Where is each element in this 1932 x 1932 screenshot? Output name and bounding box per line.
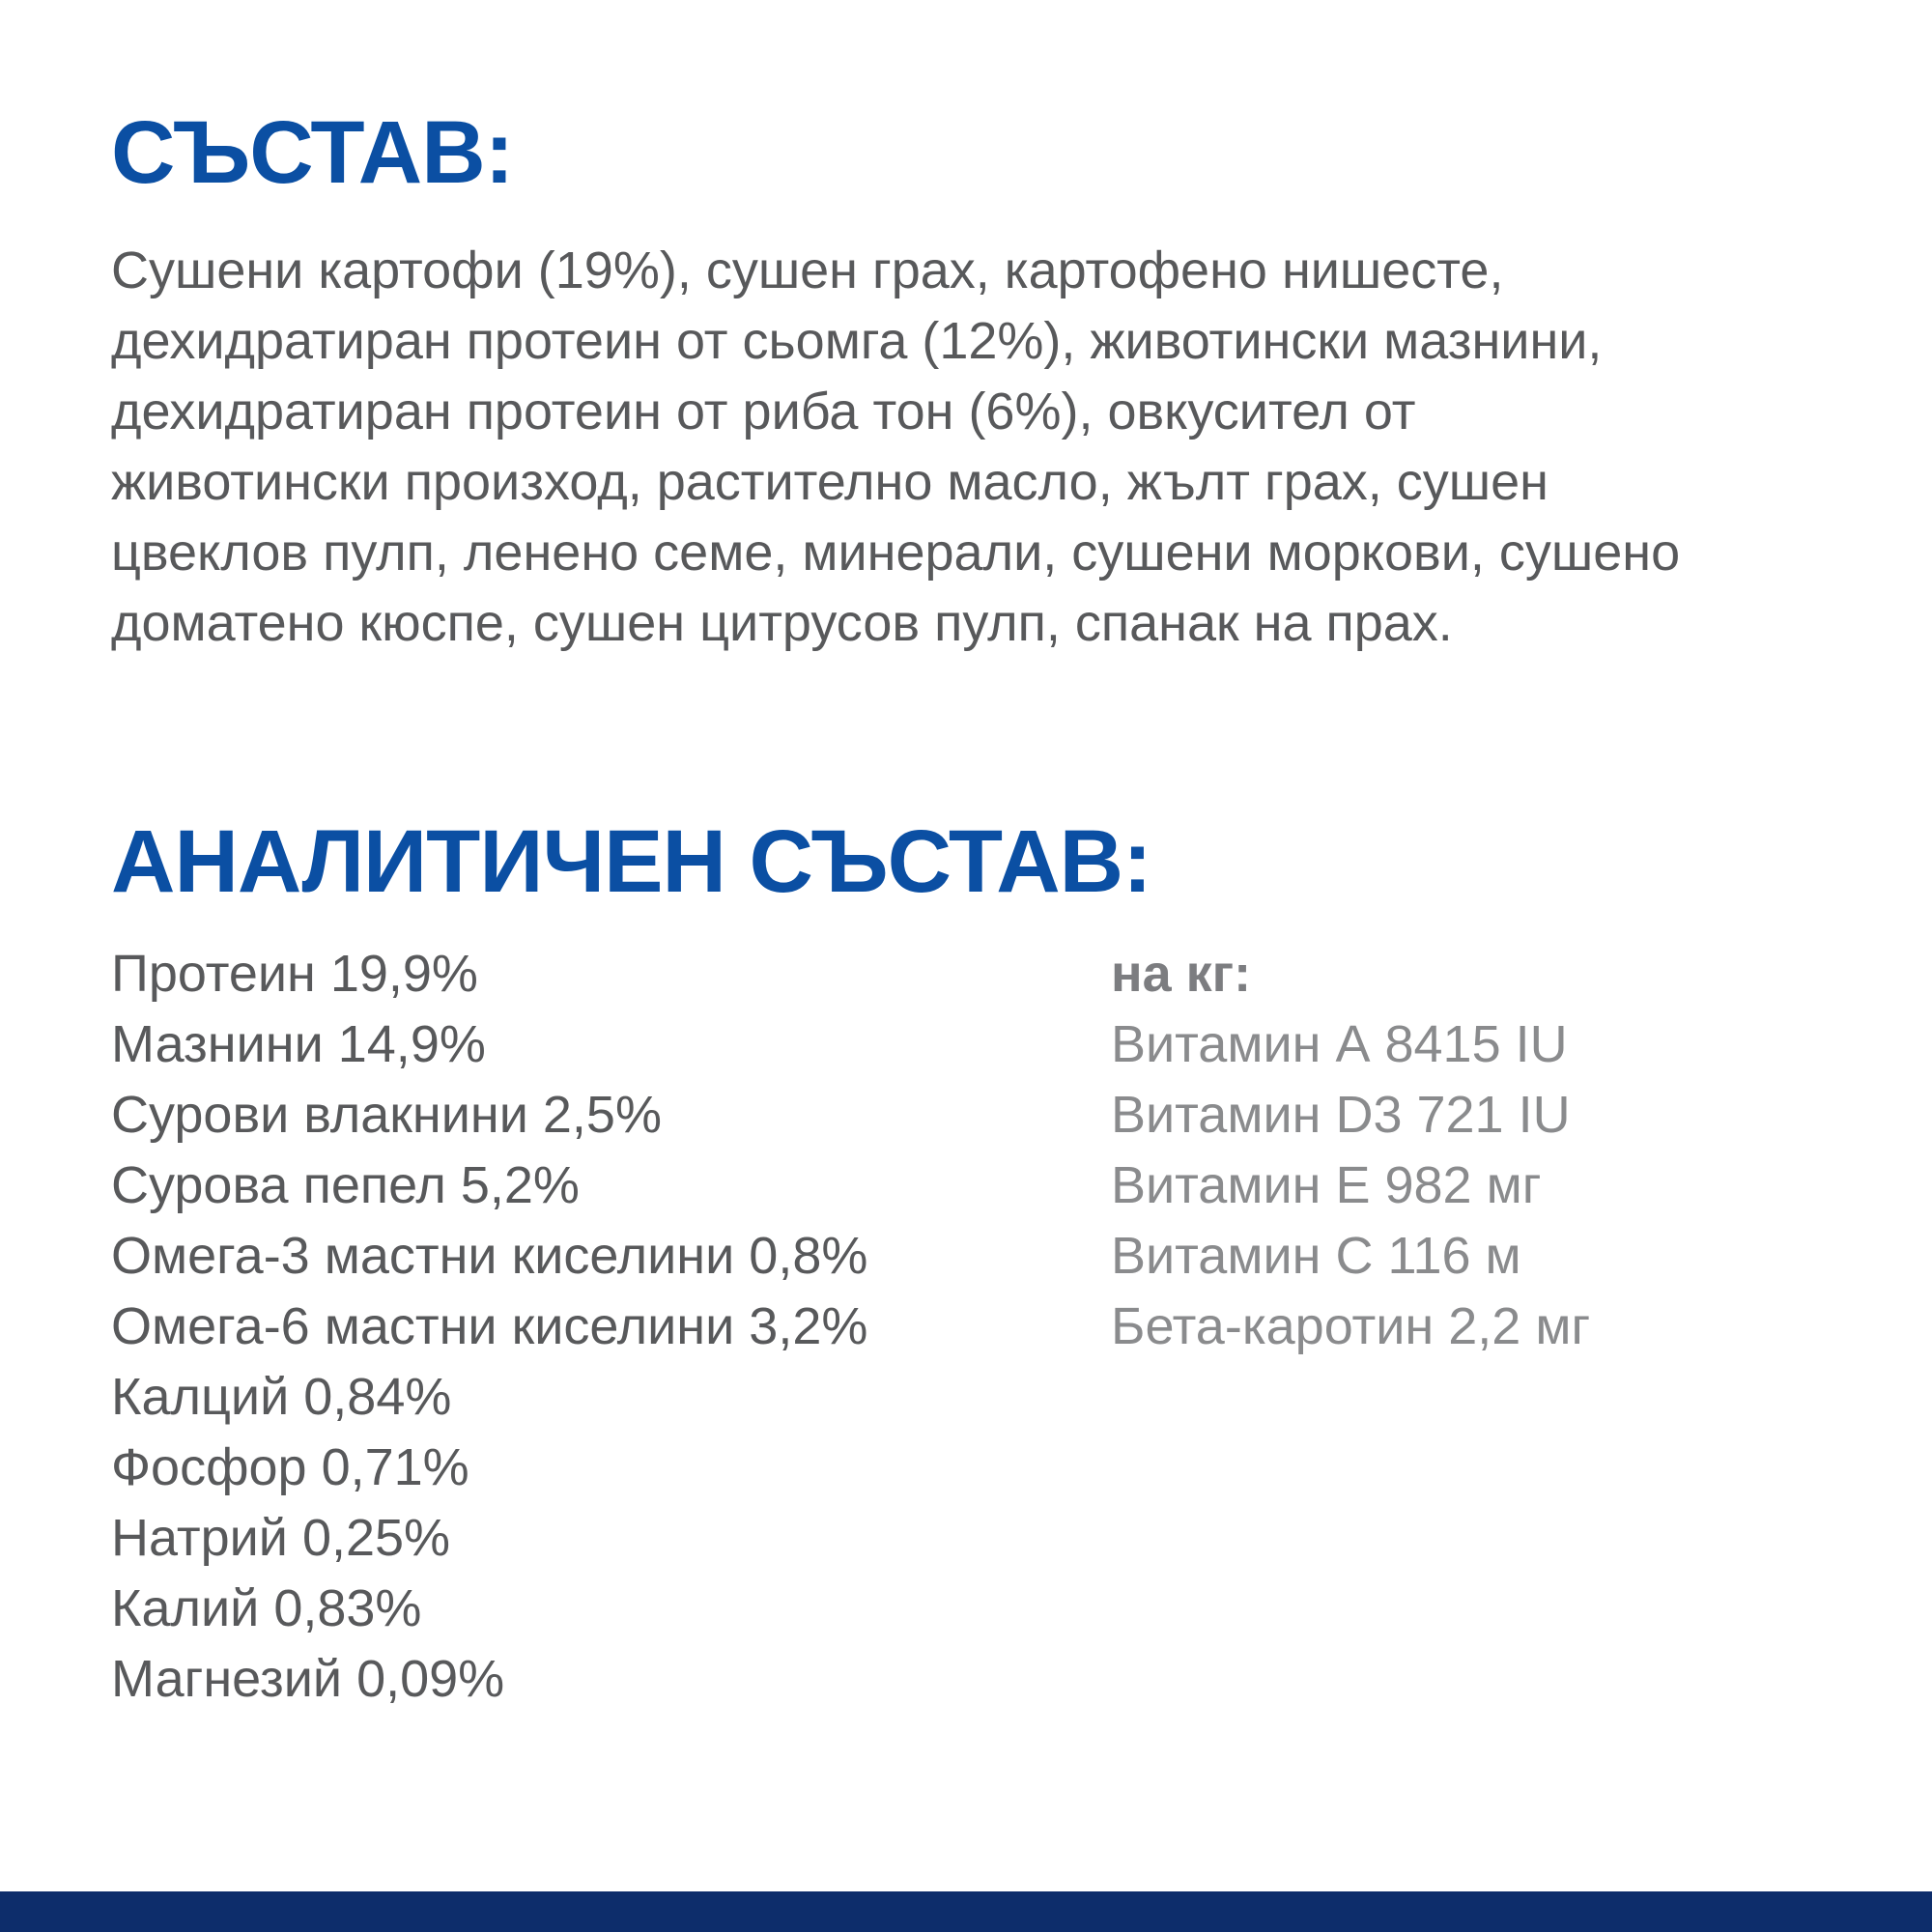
nutrient-item: Омега-6 мастни киселини 3,2% xyxy=(111,1297,868,1355)
composition-line: животински произход, растително масло, жълт грах, сушен xyxy=(111,453,1548,511)
nutrient-item: Магнезий 0,09% xyxy=(111,1650,505,1708)
composition-line: дехидратиран протеин от риба тон (6%), овкусител от xyxy=(111,383,1416,440)
composition-text xyxy=(111,236,1869,659)
nutrient-item: Фосфор 0,71% xyxy=(111,1438,469,1496)
nutrient-item: Калий 0,83% xyxy=(111,1579,422,1637)
nutrient-item: Калций 0,84% xyxy=(111,1368,452,1426)
vitamin-item: Витамин D3 721 IU xyxy=(1111,1086,1571,1144)
nutrient-item: Натрий 0,25% xyxy=(111,1509,451,1567)
analytical-heading: АНАЛИТИЧЕН СЪСТАВ: xyxy=(111,812,1151,911)
nutrient-list xyxy=(111,939,867,1715)
composition-line: дехидратиран протеин от сьомга (12%), животински мазнини, xyxy=(111,312,1603,370)
footer-bar xyxy=(0,1891,1932,1932)
vitamin-item: Витамин С 116 м xyxy=(1111,1227,1521,1285)
per-kg-label: на кг: xyxy=(1111,945,1252,1003)
nutrient-item: Мазнини 14,9% xyxy=(111,1015,486,1073)
composition-line: доматено кюспе, сушен цитрусов пулп, спанак на прах. xyxy=(111,594,1453,652)
vitamin-item: Бета-каротин 2,2 мг xyxy=(1111,1297,1591,1355)
composition-heading: СЪСТАВ: xyxy=(111,103,514,202)
nutrient-item: Омега-3 мастни киселини 0,8% xyxy=(111,1227,868,1285)
vitamin-item: Витамин А 8415 IU xyxy=(1111,1015,1568,1073)
nutrient-item: Протеин 19,9% xyxy=(111,945,478,1003)
vitamin-item: Витамин Е 982 мг xyxy=(1111,1156,1542,1214)
composition-line: цвеклов пулп, ленено семе, минерали, сушени моркови, сушено xyxy=(111,524,1681,582)
per-kg-list xyxy=(1111,939,1590,1362)
composition-line: Сушени картофи (19%), сушен грах, картофено нишесте, xyxy=(111,242,1504,299)
nutrient-item: Сурова пепел 5,2% xyxy=(111,1156,580,1214)
nutrient-item: Сурови влакнини 2,5% xyxy=(111,1086,662,1144)
